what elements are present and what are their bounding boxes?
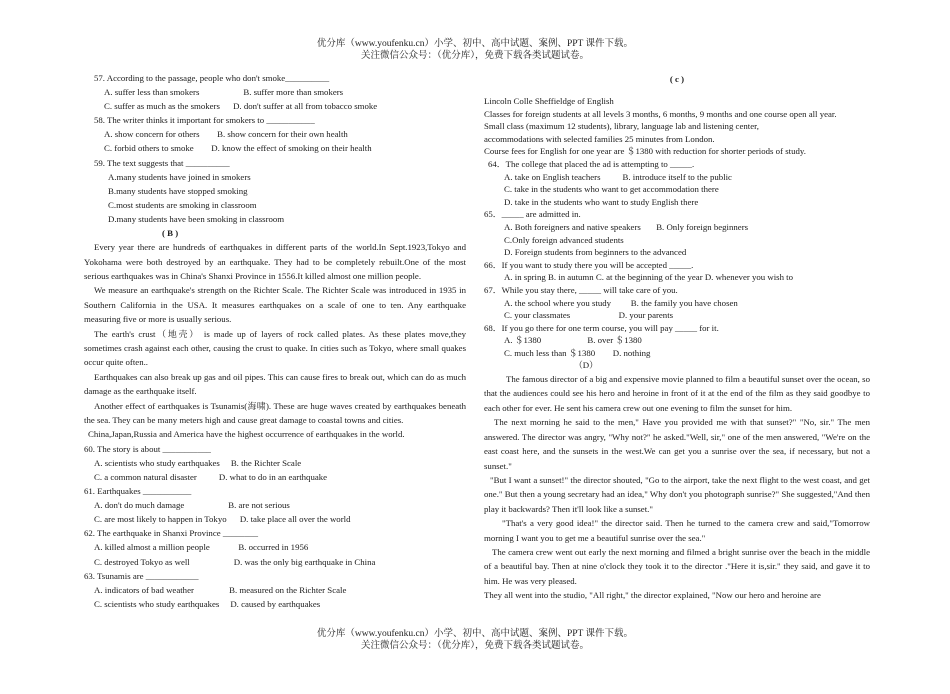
advertisement — [484, 95, 870, 372]
ad-accommodation: accommodations with selected families 25 minutes from London. — [484, 133, 715, 144]
passage-d-paragraph: "But I want a sunset!" the director shouted, "Go to the airport, take the next flight to the west coast, and get one." But then a young secretary had an idea," Why don't you photograph sunrise?" She suggested,"And then play it backwards? Then it'll look like a sunset." — [484, 474, 870, 514]
question-63: 63. Tsunamis are ____________ — [84, 570, 199, 581]
question-67: 67．While you stay there, _____ will take care of you. — [484, 284, 678, 295]
question-58-options-ab: A. show concern for others B. show concern for their own health — [104, 129, 348, 140]
question-62: 62. The earthquake in Shanxi Province ________ — [84, 528, 259, 539]
question-60-options-ab: A. scientists who study earthquakes B. the Richter Scale — [94, 457, 302, 468]
footer-line-1: 优分库（www.youfenku.cn）小学、初中、高中试题、案例、PPT 课件下载。 — [316, 629, 634, 639]
passage-d-paragraph: The next morning he said to the men," Have you provided me with that sunset?" "No, sir." The men answered. The director was angry, "Why not?" he asked."Well, sir," one of the men answered, "We're on the east coast here, and the sunsets in the west.We can get you a sunrise over the sea, if necessary, but not a sunset." — [484, 417, 870, 471]
right-column — [484, 71, 870, 603]
question-59: 59. The text suggests that __________ — [94, 157, 230, 168]
ad-small-class: Small class (maximum 12 students), library, language lab and listening center, — [484, 121, 759, 132]
question-57-options-cd: C. suffer as much as the smokers D. don't suffer at all from tobacco smoke — [104, 101, 378, 112]
question-65-option-c: C.Only foreign advanced students — [504, 234, 624, 245]
passage-b-paragraph: The earth's crust（地壳） is made up of layers of rock called plates. As these plates move,they sometimes crash against each other, causing the crust to quake. In cities such as Tokyo, where small quakes occur quite often.. — [84, 328, 466, 368]
ad-classes: Classes for foreign students at all levels 3 months, 6 months, 9 months and one course open all year. — [484, 108, 837, 119]
question-58: 58. The writer thinks it important for smokers to ___________ — [94, 115, 315, 126]
section-d-heading: （D） — [574, 360, 598, 371]
question-61-options-ab: A. don't do much damage B. are not serious — [94, 500, 290, 511]
page-header — [0, 38, 950, 62]
question-58-options-cd: C. forbid others to smoke D. know the effect of smoking on their health — [104, 143, 372, 154]
question-61: 61. Earthquakes ___________ — [84, 486, 192, 497]
question-64-option-c: C. take in the students who want to get accommodation there — [504, 184, 719, 195]
question-60-options-cd: C. a common natural disaster D. what to do in an earthquake — [94, 472, 328, 482]
footer-line-2: 关注微信公众号：（优分库），免费下载各类试题试卷。 — [360, 641, 589, 651]
section-c-heading: ( c ) — [669, 74, 685, 84]
question-68: 68．If you go there for one term course, you will pay _____ for it. — [484, 322, 719, 333]
left-column — [84, 71, 466, 611]
question-65-options-ab: A. Both foreigners and native speakers B. Only foreign beginners — [504, 221, 749, 232]
question-64-options-ab: A. take on English teachers B. introduce itself to the public — [504, 171, 732, 182]
question-64-option-d: D. take in the students who want to study English there — [504, 196, 699, 207]
question-62-options-ab: A. killed almost a million people B. occurred in 1956 — [94, 542, 309, 553]
page-footer — [0, 628, 950, 652]
passage-d-paragraph: They all went into the studio, "All right," the director explained, "Now our hero and heroine are — [484, 590, 821, 601]
question-66-options: A. in spring B. in autumn C. at the beginning of the year D. whenever you wish to — [504, 272, 794, 283]
question-65: 65．_____ are admitted in. — [484, 209, 581, 220]
question-67-options-cd: C. your classmates D. your parents — [504, 310, 674, 321]
question-67-options-ab: A. the school where you study B. the family you have chosen — [504, 297, 738, 308]
passage-b-paragraph: China,Japan,Russia and America have the highest occurrence of earthquakes in the world. — [88, 429, 405, 440]
header-line-2: 关注微信公众号：（优分库），免费下载各类试题试卷。 — [360, 51, 589, 61]
question-64: 64．The college that placed the ad is attempting to _____. — [488, 158, 695, 169]
passage-d-paragraph: "That's a very good idea!" the director said. Then he turned to the camera crew and said,"Tomorrow morning I want you to get me a beautiful sunrise over the sea." — [484, 518, 870, 543]
question-62-options-cd: C. destroyed Tokyo as well D. was the only big earthquake in China — [94, 556, 376, 567]
question-59-option-c: C.most students are smoking in classroom — [108, 199, 257, 210]
question-66: 66．If you want to study there you will be accepted _____. — [484, 259, 694, 270]
question-57: 57. According to the passage, people who don't smoke__________ — [94, 73, 330, 83]
question-63-options-ab: A. indicators of bad weather B. measured on the Richter Scale — [94, 584, 347, 595]
passage-d-paragraph: The camera crew went out early the next morning and filmed a bright sunrise over the beach in the middle of a beautiful bay. Then at nine o'clock they took it to the director ."Here it is,sir." they said, and gave it to him. He was very pleased. — [484, 546, 870, 586]
question-59-option-d: D.many students have been smoking in classroom — [108, 213, 285, 224]
passage-b-paragraph: Earthquakes can also break up gas and oil pipes. This can cause fires to break out, which can do as much damage as the earthquake itself. — [84, 371, 466, 397]
question-59-option-a: A.many students have joined in smokers — [108, 171, 251, 182]
question-65-option-d: D. Foreign students from beginners to the advanced — [504, 247, 687, 258]
section-b-heading: ( B ) — [162, 228, 179, 239]
passage-b-paragraph: Another effect of earthquakes is Tsunamis(海啸). These are huge waves created by earthquakes beneath the sea. They can be many meters high and cause great damage to coastal towns and cities. — [84, 400, 466, 425]
question-59-option-b: B.many students have stopped smoking — [108, 185, 248, 196]
question-68-options-ab: A. ＄1380 B. over ＄1380 — [504, 335, 642, 346]
passage-d-paragraph: The famous director of a big and expensive movie planned to film a beautiful sunset over the ocean, so that the audiences could see his hero and heroine in front of it at the end of the film as they said goodbye to each other for ever. He sent his camera crew out one evening to film the sunset for him. — [484, 374, 870, 413]
question-57-options-ab: A. suffer less than smokers B. suffer more than smokers — [104, 87, 344, 98]
question-60: 60. The story is about ___________ — [84, 443, 211, 454]
passage-b-paragraph: Every year there are hundreds of earthquakes in different parts of the world.In Sept.1923,Tokyo and Yokohama were both destroyed by an earthquake. They had to be completely rebuilt.One of the most serious earthquakes was in China's Shanxi Province in 1556.It killed almost one million people. — [84, 242, 466, 281]
ad-college-name: Lincoln Colle Sheffieldge of English — [484, 96, 614, 106]
question-63-options-cd: C. scientists who study earthquakes D. caused by earthquakes — [94, 598, 321, 609]
ad-fees: Course fees for English for one year are ＄1380 with reduction for shorter periods of study. — [484, 146, 806, 157]
header-line-1: 优分库（www.youfenku.cn）小学、初中、高中试题、案例、PPT 课件下载。 — [316, 39, 634, 49]
question-61-options-cd: C. are most likely to happen in Tokyo D. take place all over the world — [94, 514, 351, 525]
passage-b-paragraph: We measure an earthquake's strength on the Richter Scale. The Richter Scale was introduced in 1935 in Southern California in the USA. It measures earthquakes on a scale of one to ten. Any earthquake measuring five or more is usually serious. — [84, 285, 466, 325]
question-68-options-cd: C. much less than ＄1380 D. nothing — [504, 347, 651, 358]
